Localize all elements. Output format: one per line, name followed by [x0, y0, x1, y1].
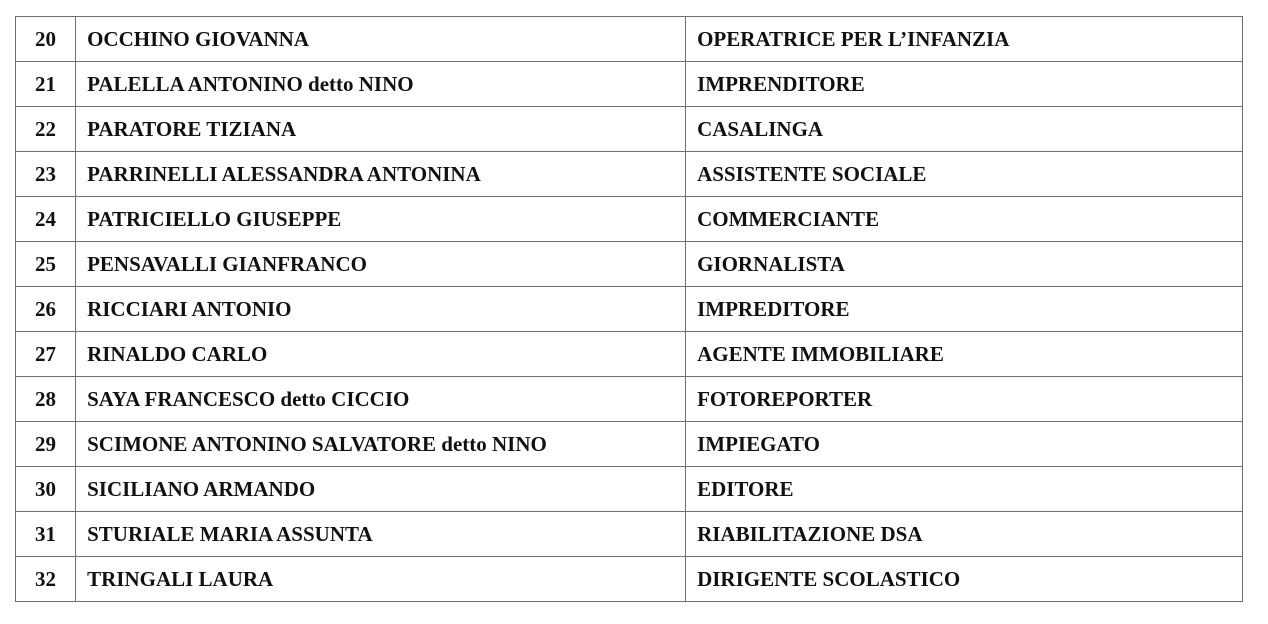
- table-row: [16, 377, 1243, 422]
- members-table: [15, 16, 1243, 602]
- table-row: [16, 332, 1243, 377]
- row-number: 20: [16, 17, 76, 62]
- row-occupation: RIABILITAZIONE DSA: [686, 512, 1243, 557]
- row-occupation: IMPRENDITORE: [686, 62, 1243, 107]
- row-name: PARRINELLI ALESSANDRA ANTONINA: [76, 152, 686, 197]
- row-occupation: FOTOREPORTER: [686, 377, 1243, 422]
- row-name: TRINGALI LAURA: [76, 557, 686, 602]
- row-occupation: IMPIEGATO: [686, 422, 1243, 467]
- row-occupation: IMPREDITORE: [686, 287, 1243, 332]
- row-occupation: DIRIGENTE SCOLASTICO: [686, 557, 1243, 602]
- table-row: [16, 422, 1243, 467]
- row-number: 31: [16, 512, 76, 557]
- row-number: 24: [16, 197, 76, 242]
- table-row: [16, 197, 1243, 242]
- table-row: [16, 242, 1243, 287]
- row-name: OCCHINO GIOVANNA: [76, 17, 686, 62]
- row-occupation: EDITORE: [686, 467, 1243, 512]
- row-number: 22: [16, 107, 76, 152]
- table-row: [16, 107, 1243, 152]
- row-number: 28: [16, 377, 76, 422]
- row-number: 32: [16, 557, 76, 602]
- members-table-body: [16, 17, 1243, 602]
- row-name: SAYA FRANCESCO detto CICCIO: [76, 377, 686, 422]
- row-name: RICCIARI ANTONIO: [76, 287, 686, 332]
- table-row: [16, 152, 1243, 197]
- row-name: STURIALE MARIA ASSUNTA: [76, 512, 686, 557]
- table-row: [16, 467, 1243, 512]
- row-name: PARATORE TIZIANA: [76, 107, 686, 152]
- row-occupation: OPERATRICE PER L’INFANZIA: [686, 17, 1243, 62]
- table-row: [16, 557, 1243, 602]
- table-row: [16, 62, 1243, 107]
- row-occupation: CASALINGA: [686, 107, 1243, 152]
- row-name: PENSAVALLI GIANFRANCO: [76, 242, 686, 287]
- row-number: 30: [16, 467, 76, 512]
- row-name: SCIMONE ANTONINO SALVATORE detto NINO: [76, 422, 686, 467]
- row-occupation: AGENTE IMMOBILIARE: [686, 332, 1243, 377]
- row-occupation: GIORNALISTA: [686, 242, 1243, 287]
- row-occupation: ASSISTENTE SOCIALE: [686, 152, 1243, 197]
- row-name: PALELLA ANTONINO detto NINO: [76, 62, 686, 107]
- row-number: 26: [16, 287, 76, 332]
- row-name: PATRICIELLO GIUSEPPE: [76, 197, 686, 242]
- table-row: [16, 512, 1243, 557]
- row-number: 23: [16, 152, 76, 197]
- table-row: [16, 287, 1243, 332]
- row-number: 29: [16, 422, 76, 467]
- row-name: SICILIANO ARMANDO: [76, 467, 686, 512]
- row-occupation: COMMERCIANTE: [686, 197, 1243, 242]
- row-number: 27: [16, 332, 76, 377]
- row-number: 21: [16, 62, 76, 107]
- row-name: RINALDO CARLO: [76, 332, 686, 377]
- row-number: 25: [16, 242, 76, 287]
- table-row: [16, 17, 1243, 62]
